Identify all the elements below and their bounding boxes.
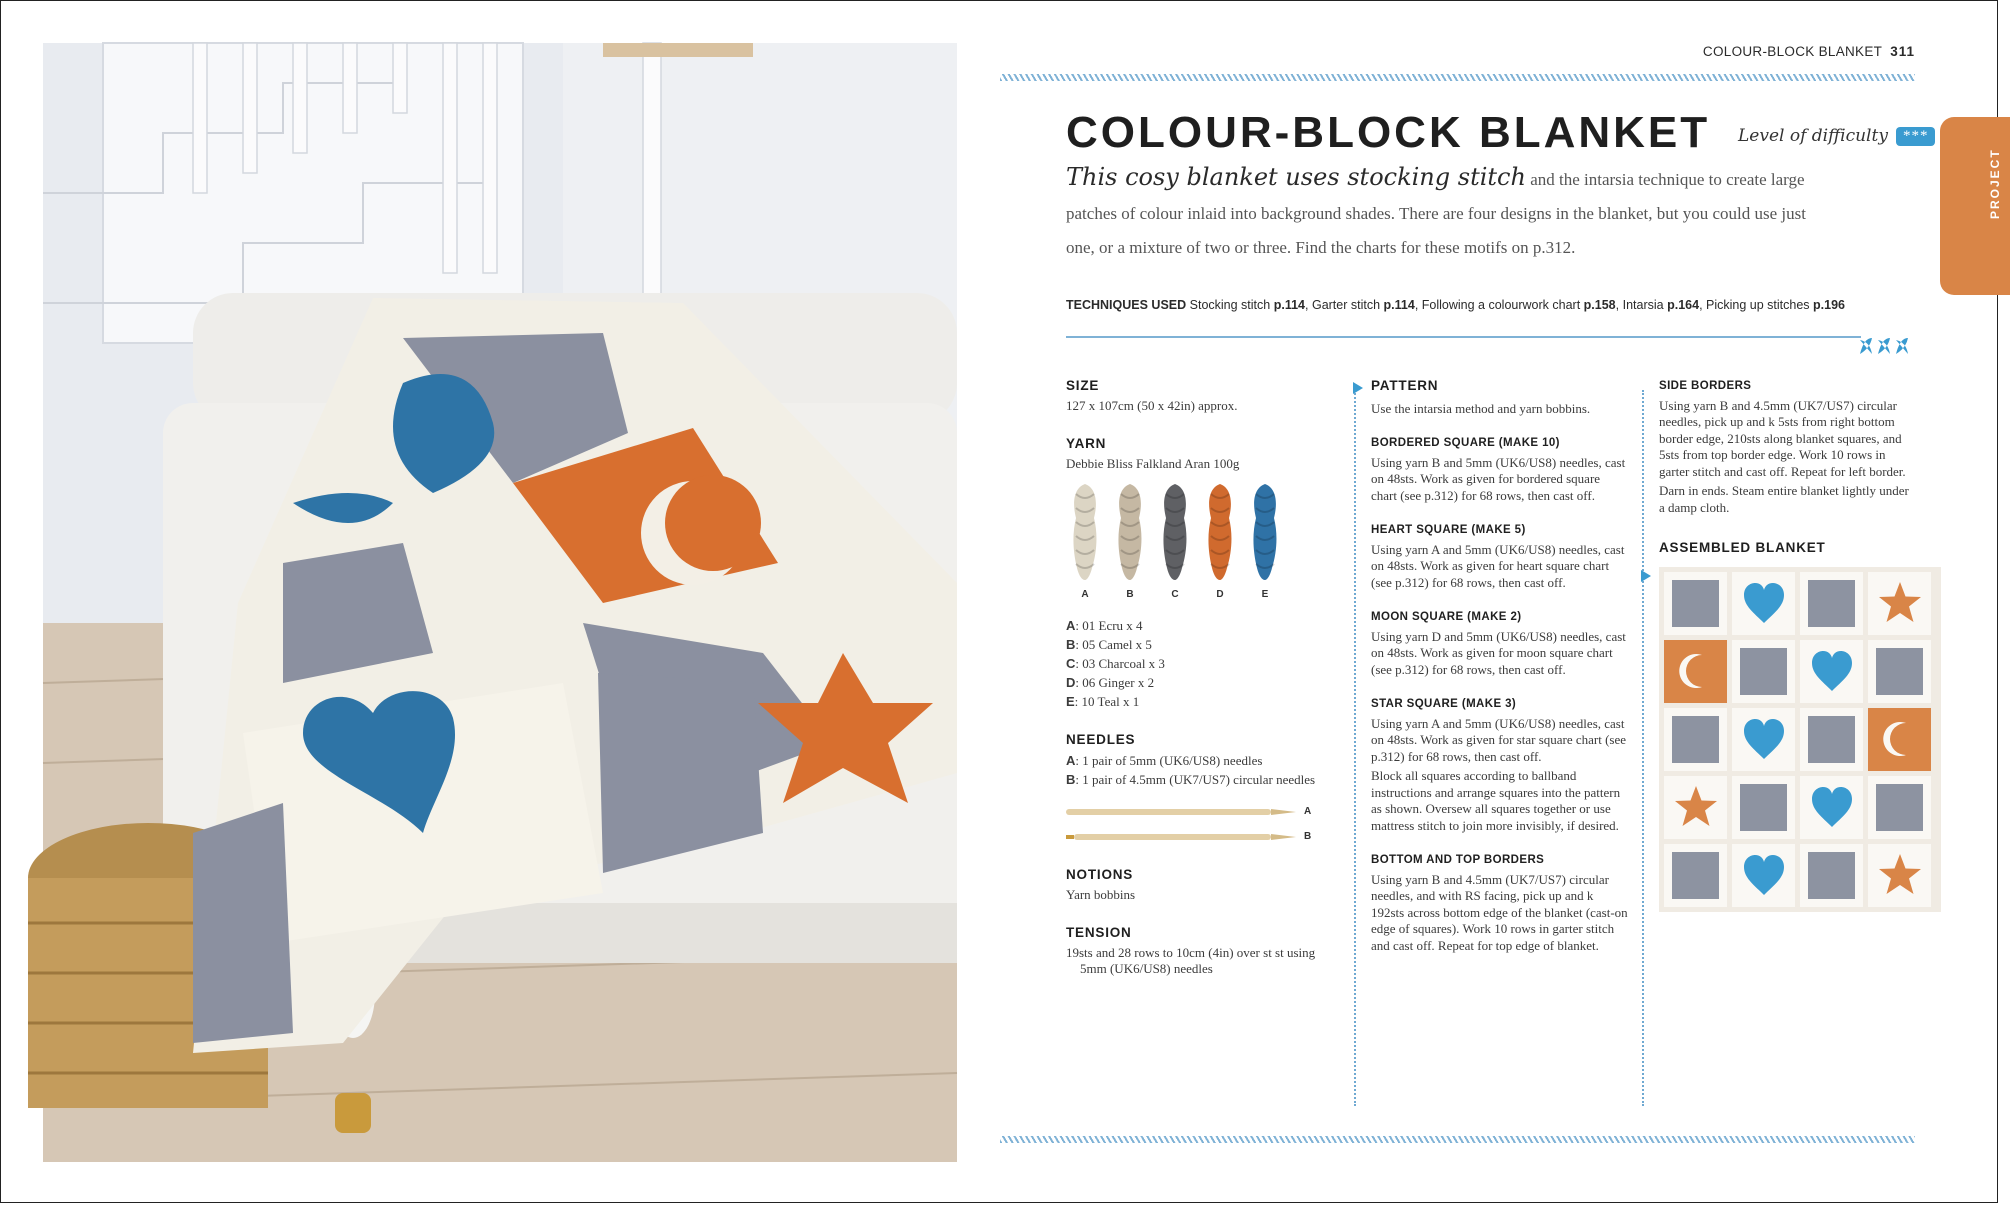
intro-paragraph [1066, 160, 1836, 265]
yarn-colour-text: : 01 Ecru x 4 [1075, 617, 1143, 633]
difficulty-badge: *** [1896, 127, 1936, 146]
pattern-square-section [1371, 696, 1629, 765]
bordered-square-icon [1672, 580, 1719, 627]
heart-icon [1808, 647, 1856, 695]
technique-separator: , [1615, 298, 1620, 312]
borders-heading: BOTTOM AND TOP BORDERS [1371, 854, 1545, 866]
yarn-skein-icon [1115, 482, 1145, 582]
materials-column [1066, 378, 1336, 1000]
blanket-square-square [1800, 572, 1863, 635]
technique-page: p.196 [1813, 298, 1846, 312]
column-divider-1 [1354, 390, 1356, 1106]
needle-item-key: A [1066, 752, 1076, 768]
yarn-skein-letter: E [1261, 589, 1269, 600]
pattern-square-section [1371, 435, 1629, 504]
side-borders-text: Using yarn B and 4.5mm (UK7/US7) circular needles, pick up and k 5sts from right bottom border edge, 210sts along blanket squares, and 5sts from top border edge. Work 10 rows in garter stitch and cast off. Repeat for left border. [1659, 397, 1906, 479]
size-heading: SIZE [1066, 378, 1100, 393]
blanket-square-star [1868, 844, 1931, 907]
bordered-square-icon [1808, 852, 1855, 899]
technique-page: p.114 [1273, 298, 1305, 312]
blanket-square-square [1800, 708, 1863, 771]
yarn-skein-icon [1250, 482, 1280, 582]
yarn-skein [1156, 482, 1194, 604]
moon-icon [1672, 647, 1720, 695]
yarn-heading: YARN [1066, 436, 1107, 451]
needle-item-text: : 1 pair of 5mm (UK6/US8) needles [1075, 752, 1263, 768]
page-number: 311 [1890, 44, 1915, 59]
notions-text: Yarn bobbins [1066, 886, 1136, 902]
blanket-square-star [1664, 776, 1727, 839]
yarn-skein [1246, 482, 1284, 604]
needle-a-label: A [1304, 806, 1312, 817]
pattern-marker-icon [1353, 382, 1363, 394]
blanket-square-square [1732, 776, 1795, 839]
pattern-square-section [1371, 609, 1629, 678]
page-title: COLOUR-BLOCK BLANKET [1066, 108, 1711, 157]
pattern-square-text: Using yarn B and 5mm (UK6/US8) needles, cast on 48sts. Work as given for bordered square chart (see p.312) for 68 rows, then cast off. [1371, 454, 1626, 503]
bordered-square-icon [1740, 784, 1787, 831]
yarn-colour-key: B [1066, 636, 1076, 652]
needle-b [1066, 829, 1336, 846]
yarn-colour [1066, 675, 1336, 692]
technique-page: p.158 [1583, 298, 1616, 312]
blanket-square-square [1664, 844, 1727, 907]
bordered-square-icon [1876, 648, 1923, 695]
pattern-sections [1371, 435, 1629, 765]
technique-name: Following a colourwork chart [1421, 298, 1581, 312]
yarn-colour-text: : 05 Camel x 5 [1075, 636, 1152, 652]
yarn-colour-text: : 10 Teal x 1 [1074, 693, 1140, 709]
yarn-skein-icon [1070, 482, 1100, 582]
needle-item-key: B [1066, 771, 1076, 787]
borders-section [1371, 852, 1629, 954]
bordered-square-icon [1740, 648, 1787, 695]
section-tab-label: PROJECT [1988, 148, 2002, 219]
circular-needle-icon [1066, 832, 1296, 842]
intro-text: and the intarsia technique to create large patches of colour inlaid into background shades. There are four designs in the blanket, but you could use just one, or a mixture of two or three. Find the charts for these motifs on p.312. [1066, 170, 1806, 257]
difficulty-rating [1738, 126, 1935, 146]
yarn-skein-icon [1205, 482, 1235, 582]
yarn-skein-letter: D [1216, 589, 1224, 600]
technique-separator: , [1414, 298, 1419, 312]
blocking-text: Block all squares according to ballband instructions and arrange squares into the pattern as shown. Oversew all squares together or use mattress stitch to join more invisibly, if desired. [1371, 768, 1621, 833]
moon-icon [1876, 715, 1924, 763]
technique-name: Intarsia [1622, 298, 1664, 312]
yarn-colour-key: D [1066, 674, 1076, 690]
blanket-square-heart [1732, 844, 1795, 907]
size-text: 127 x 107cm (50 x 42in) approx. [1066, 397, 1238, 413]
yarn-brand: Debbie Bliss Falkland Aran 100g [1066, 455, 1240, 471]
column-divider-2 [1642, 390, 1644, 1106]
techniques-used [1066, 298, 1916, 312]
techniques-divider [1066, 336, 1861, 338]
technique-separator: , [1305, 298, 1309, 312]
blanket-square-square [1664, 572, 1727, 635]
yarn-colour [1066, 618, 1336, 635]
bordered-square-icon [1876, 784, 1923, 831]
yarn-skein-letter: A [1081, 589, 1089, 600]
intro-lead: This cosy blanket uses stocking stitch [1066, 163, 1526, 191]
straight-needle-icon [1066, 807, 1296, 817]
technique-page: p.164 [1667, 298, 1700, 312]
technique-name: Garter stitch [1311, 298, 1381, 312]
yarn-colour [1066, 694, 1336, 711]
blanket-square-moon [1664, 640, 1727, 703]
technique-page: p.114 [1383, 298, 1415, 312]
needle-item-text: : 1 pair of 4.5mm (UK7/US7) circular needles [1075, 771, 1316, 787]
running-head-title: COLOUR-BLOCK BLANKET [1702, 44, 1883, 59]
blanket-square-moon [1868, 708, 1931, 771]
bordered-square-icon [1672, 716, 1719, 763]
blanket-square-heart [1800, 640, 1863, 703]
blanket-square-square [1732, 640, 1795, 703]
star-icon [1876, 851, 1924, 899]
yarn-colour-key: A [1066, 617, 1076, 633]
yarn-colour-list [1066, 618, 1336, 711]
pattern-square-heading: HEART SQUARE (MAKE 5) [1371, 524, 1526, 536]
yarn-colour-text: : 06 Ginger x 2 [1075, 674, 1155, 690]
leaf-ornament-icon [1858, 334, 1914, 356]
star-icon [1672, 783, 1720, 831]
blanket-square-square [1800, 844, 1863, 907]
running-head [1580, 44, 1915, 59]
star-icon [1876, 579, 1924, 627]
pattern-intro: Use the intarsia method and yarn bobbins. [1371, 400, 1591, 416]
needle-item [1066, 772, 1336, 789]
technique-name: Stocking stitch [1189, 298, 1271, 312]
yarn-skein [1201, 482, 1239, 604]
blanket-square-heart [1800, 776, 1863, 839]
yarn-colour-key: E [1066, 693, 1075, 709]
pattern-square-heading: MOON SQUARE (MAKE 2) [1371, 611, 1522, 623]
top-divider [1000, 74, 1915, 81]
needle-b-label: B [1304, 830, 1312, 842]
bottom-divider [1000, 1136, 1915, 1143]
heart-icon [1740, 579, 1788, 627]
needles-heading: NEEDLES [1066, 732, 1136, 747]
bordered-square-icon [1672, 852, 1719, 899]
tension-heading: TENSION [1066, 925, 1132, 940]
borders-text: Using yarn B and 4.5mm (UK7/US7) circular needles, and with RS facing, pick up and k 192sts across bottom edge of the blanket (cast-on edge of squares). Work 10 rows in garter stitch and cast off. Repeat for top edge of blanket. [1371, 871, 1628, 953]
size-section [1066, 378, 1336, 414]
yarn-colour-text: : 03 Charcoal x 3 [1075, 655, 1165, 671]
needles-illustration [1066, 804, 1336, 845]
assembled-marker-icon [1641, 570, 1651, 582]
heart-icon [1740, 715, 1788, 763]
blanket-square-heart [1732, 708, 1795, 771]
pattern-square-heading: BORDERED SQUARE (MAKE 10) [1371, 437, 1560, 449]
finishing-text: Darn in ends. Steam entire blanket lightly under a damp cloth. [1659, 483, 1909, 515]
tension-section [1066, 925, 1336, 978]
pattern-square-text: Using yarn A and 5mm (UK6/US8) needles, cast on 48sts. Work as given for star square chart (see p.312) for 68 rows, then cast off. [1371, 715, 1627, 764]
yarn-skein-letter: C [1171, 589, 1179, 600]
needles-list [1066, 753, 1336, 789]
yarn-skeins [1066, 482, 1336, 604]
blanket-square-square [1868, 640, 1931, 703]
yarn-colour-key: C [1066, 655, 1076, 671]
yarn-skein-icon [1160, 482, 1190, 582]
yarn-colour [1066, 637, 1336, 654]
yarn-skein-letter: B [1126, 589, 1134, 600]
heart-icon [1740, 851, 1788, 899]
yarn-colour [1066, 656, 1336, 673]
tension-text: 19sts and 28 rows to 10cm (4in) over st st using 5mm (UK6/US8) needles [1066, 944, 1316, 976]
pattern-square-section [1371, 522, 1629, 591]
pattern-heading: PATTERN [1371, 378, 1439, 393]
technique-name: Picking up stitches [1706, 298, 1810, 312]
blanket-square-square [1868, 776, 1931, 839]
technique-separator: , [1699, 298, 1703, 312]
pattern-square-text: Using yarn D and 5mm (UK6/US8) needles, cast on 48sts. Work as given for moon square chart (see p.312) for 68 rows, then cast off. [1371, 628, 1626, 677]
blanket-photo [43, 43, 957, 1162]
blanket-square-star [1868, 572, 1931, 635]
bordered-square-icon [1808, 580, 1855, 627]
assembled-blanket-diagram [1659, 567, 1941, 912]
pattern-square-heading: STAR SQUARE (MAKE 3) [1371, 698, 1517, 710]
side-borders-heading: SIDE BORDERS [1659, 380, 1752, 392]
pattern-square-text: Using yarn A and 5mm (UK6/US8) needles, cast on 48sts. Work as given for heart square chart (see p.312) for 68 rows, then cast off. [1371, 541, 1625, 590]
notions-heading: NOTIONS [1066, 867, 1134, 882]
pattern-column [1371, 378, 1629, 954]
blanket-square-square [1664, 708, 1727, 771]
techniques-list [1190, 298, 1845, 312]
needle-a [1066, 804, 1336, 821]
finishing-column [1659, 378, 1917, 912]
difficulty-label: Level of difficulty [1738, 126, 1888, 146]
yarn-skein [1111, 482, 1149, 604]
needle-item [1066, 753, 1336, 770]
section-tab [1940, 117, 2010, 295]
yarn-skein [1066, 482, 1104, 604]
photo-illustration [43, 43, 957, 1162]
needles-section [1066, 732, 1336, 845]
assembled-heading: ASSEMBLED BLANKET [1659, 540, 1826, 555]
yarn-section [1066, 436, 1336, 710]
techniques-label: TECHNIQUES USED [1066, 298, 1187, 312]
blanket-square-heart [1732, 572, 1795, 635]
notions-section [1066, 867, 1336, 903]
heart-icon [1808, 783, 1856, 831]
bordered-square-icon [1808, 716, 1855, 763]
